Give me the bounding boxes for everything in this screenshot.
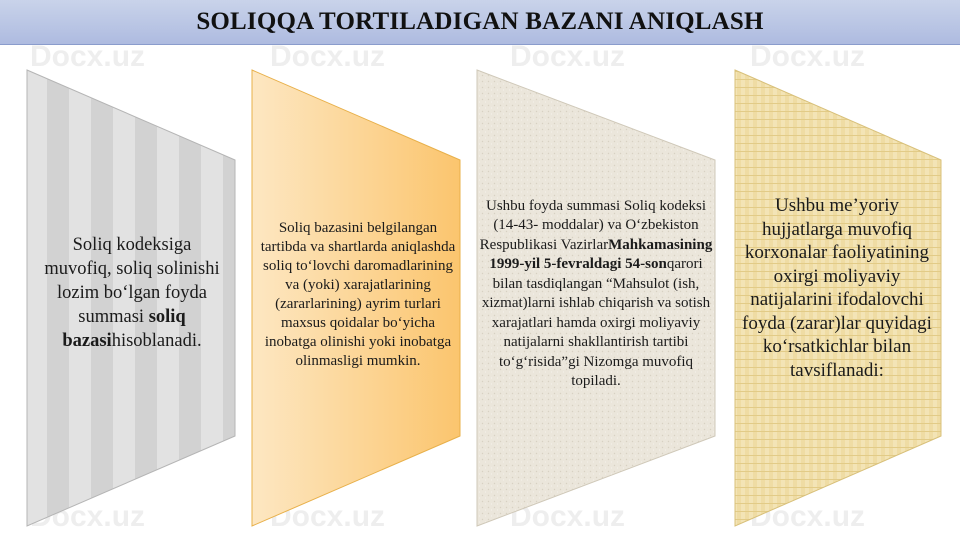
title-bar: [0, 0, 960, 45]
panel-text: [477, 144, 715, 444]
panel-nizom: [475, 68, 717, 528]
panel-qoidalar: [250, 68, 462, 528]
watermark: Docx.uz: [510, 40, 626, 73]
watermark: Docx.uz: [270, 500, 386, 533]
watermark: Docx.uz: [750, 40, 866, 73]
watermark: Docx.uz: [30, 40, 146, 73]
panel-text: Ushbu me’yoriy hujjatlarga muvofiq korxonalar faoliyatining oxirgi moliyaviy natijalarini ifodalovchi foyda (zarar)lar quyidagi ko‘rsatkichlar bilan tavsiflanadi:: [742, 195, 932, 381]
watermark: Docx.uz: [510, 500, 626, 533]
text-start: Ushbu foyda summasi Soliq kodeksi (14-43- moddalar) va O‘zbekiston Respublikasi Vazirlar: [479, 197, 706, 253]
slide-title: SOLIQQA TORTILADIGAN BAZANI ANIQLASH: [196, 8, 764, 35]
panel-soliq-bazasi: [25, 68, 237, 528]
text-bold: Mahkamasining 1999-yil 5-fevraldagi 54-son: [489, 236, 713, 272]
watermark: Docx.uz: [30, 500, 146, 533]
text-end: qarori bilan tasdiqlangan “Mahsulot (ish, xizmat)larni ishlab chiqarish va sotish xarajatlari hamda oxirgi moliyaviy natijalarni shakllantirish tartibi to‘g‘risida”gi Nizomga muvofiq topiladi.: [481, 256, 711, 389]
text-end: hisoblanadi.: [111, 331, 202, 351]
panel-text: Soliq bazasini belgilangan tartibda va shartlarda aniqlashda soliq to‘lovchi daromadlarining va (yoki) xarajatlarining (zararlarining) ayrim turlari maxsus qoidalar bo‘yicha inobatga olinishi yoki inobatga olinmasligi mumkin.: [260, 220, 456, 369]
text-bold: soliq bazasi: [62, 307, 186, 351]
text-plain: Soliq kodeksiga muvofiq, soliq solinishi lozim bo‘lgan foyda summasi: [44, 235, 220, 327]
panel-korsatkichlar: [733, 68, 943, 528]
panel-text: [39, 208, 225, 378]
watermark: Docx.uz: [270, 40, 386, 73]
watermark: Docx.uz: [750, 500, 866, 533]
